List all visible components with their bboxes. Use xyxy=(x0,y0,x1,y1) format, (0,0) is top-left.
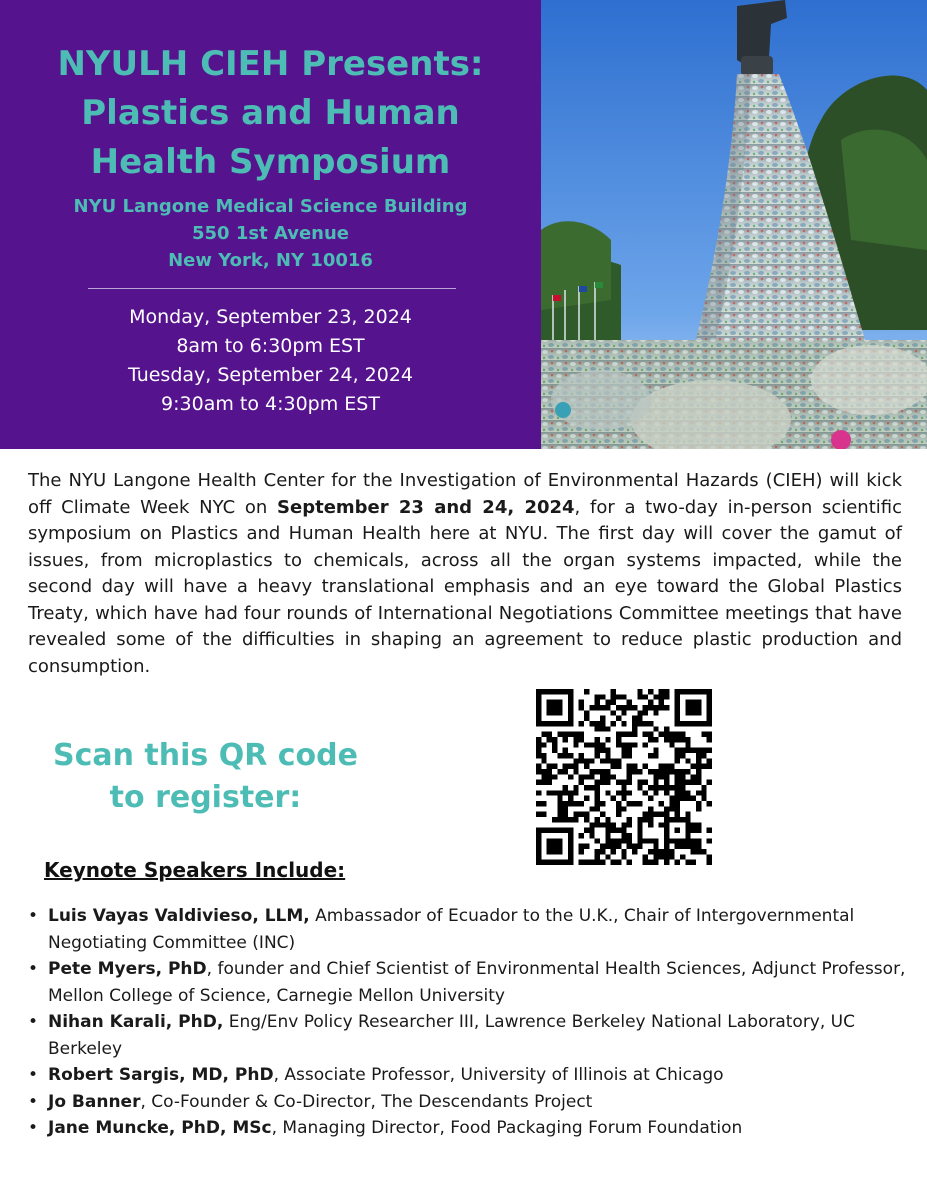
plastic-bottle-tap-sculpture-icon xyxy=(541,0,927,449)
speaker-item xyxy=(26,1115,916,1142)
venue-line: 550 1st Avenue xyxy=(191,223,350,244)
speaker-name: Robert Sargis, MD, PhD xyxy=(48,1065,274,1085)
speaker-name: Pete Myers, PhD xyxy=(48,959,207,979)
speaker-name: Jane Muncke, PhD, MSc xyxy=(48,1118,272,1138)
bullet-icon: • xyxy=(28,1091,39,1112)
speaker-detail: Eng/Env Policy Researcher III, Lawrence Berkeley National Laboratory, UC Berkeley xyxy=(48,1012,855,1059)
bullet-icon: • xyxy=(28,1065,39,1085)
speaker-list xyxy=(26,903,916,1142)
bullet-icon: • xyxy=(28,959,39,979)
keynote-heading: Keynote Speakers Include: xyxy=(44,858,346,882)
date-line: Tuesday, September 24, 2024 xyxy=(127,364,414,386)
title-line: Plastics and Human xyxy=(81,93,460,133)
bullet-icon: • xyxy=(28,1118,39,1138)
title-line: Health Symposium xyxy=(90,142,451,182)
speaker-name: Nihan Karali, PhD, xyxy=(48,1012,224,1032)
speaker-item xyxy=(26,956,916,1009)
speaker-detail: , Co-Founder & Co-Director, The Descendants Project xyxy=(140,1091,593,1112)
bullet-icon: • xyxy=(28,906,39,926)
register-line: Scan this QR code xyxy=(53,738,358,773)
plastic-sculpture-photo xyxy=(541,0,927,449)
speaker-item xyxy=(26,903,916,956)
page-title xyxy=(0,40,541,187)
date-line: Monday, September 23, 2024 xyxy=(129,306,412,328)
intro-text: The NYU Langone Health Center for the Investigation of Environmental Hazards (CIEH) will kick off Climate Week NYC on xyxy=(28,470,902,518)
header-panel xyxy=(0,0,541,449)
speaker-detail: , founder and Chief Scientist of Environmental Health Sciences, Adjunct Professor, Mellon College of Science, Carnegie Mellon University xyxy=(48,959,906,1006)
venue-line: NYU Langone Medical Science Building xyxy=(73,196,468,217)
title-line: NYULH CIEH Presents: xyxy=(57,44,484,84)
bullet-icon: • xyxy=(28,1012,39,1032)
intro-paragraph xyxy=(28,468,902,680)
speaker-detail: Ambassador of Ecuador to the U.K., Chair of Intergovernmental Negotiating Committee (INC) xyxy=(48,906,855,953)
speaker-item xyxy=(26,1089,916,1116)
speaker-detail: , Associate Professor, University of Illinois at Chicago xyxy=(273,1065,724,1085)
venue-line: New York, NY 10016 xyxy=(168,250,373,271)
venue-address xyxy=(0,193,541,274)
divider xyxy=(88,288,456,289)
date-line: 8am to 6:30pm EST xyxy=(176,335,365,357)
register-line: to register: xyxy=(109,780,302,815)
speaker-item xyxy=(26,1062,916,1089)
register-prompt xyxy=(28,735,383,819)
intro-dates: September 23 and 24, 2024 xyxy=(277,496,575,518)
speaker-item xyxy=(26,1009,916,1062)
speaker-name: Jo Banner xyxy=(48,1091,141,1112)
speaker-detail: , Managing Director, Food Packaging Forum Foundation xyxy=(271,1118,743,1138)
qr-code-icon[interactable] xyxy=(536,689,712,865)
event-dates xyxy=(0,303,541,419)
date-line: 9:30am to 4:30pm EST xyxy=(161,393,380,415)
intro-text: , for a two-day in-person scientific symposium on Plastics and Human Health here at NYU. The first day will cover the gamut of issues, from microplastics to chemicals, across all the organ systems impacted, while the second day will have a heavy translational emphasis and an eye toward the Global Plastics Treaty, which have had four rounds of International Negotiations Committee meetings that have revealed some of the difficulties in shaping an agreement to reduce plastic production and consumption. xyxy=(28,496,902,677)
speaker-name: Luis Vayas Valdivieso, LLM, xyxy=(48,906,310,926)
qr-code-graphic[interactable] xyxy=(536,689,712,865)
